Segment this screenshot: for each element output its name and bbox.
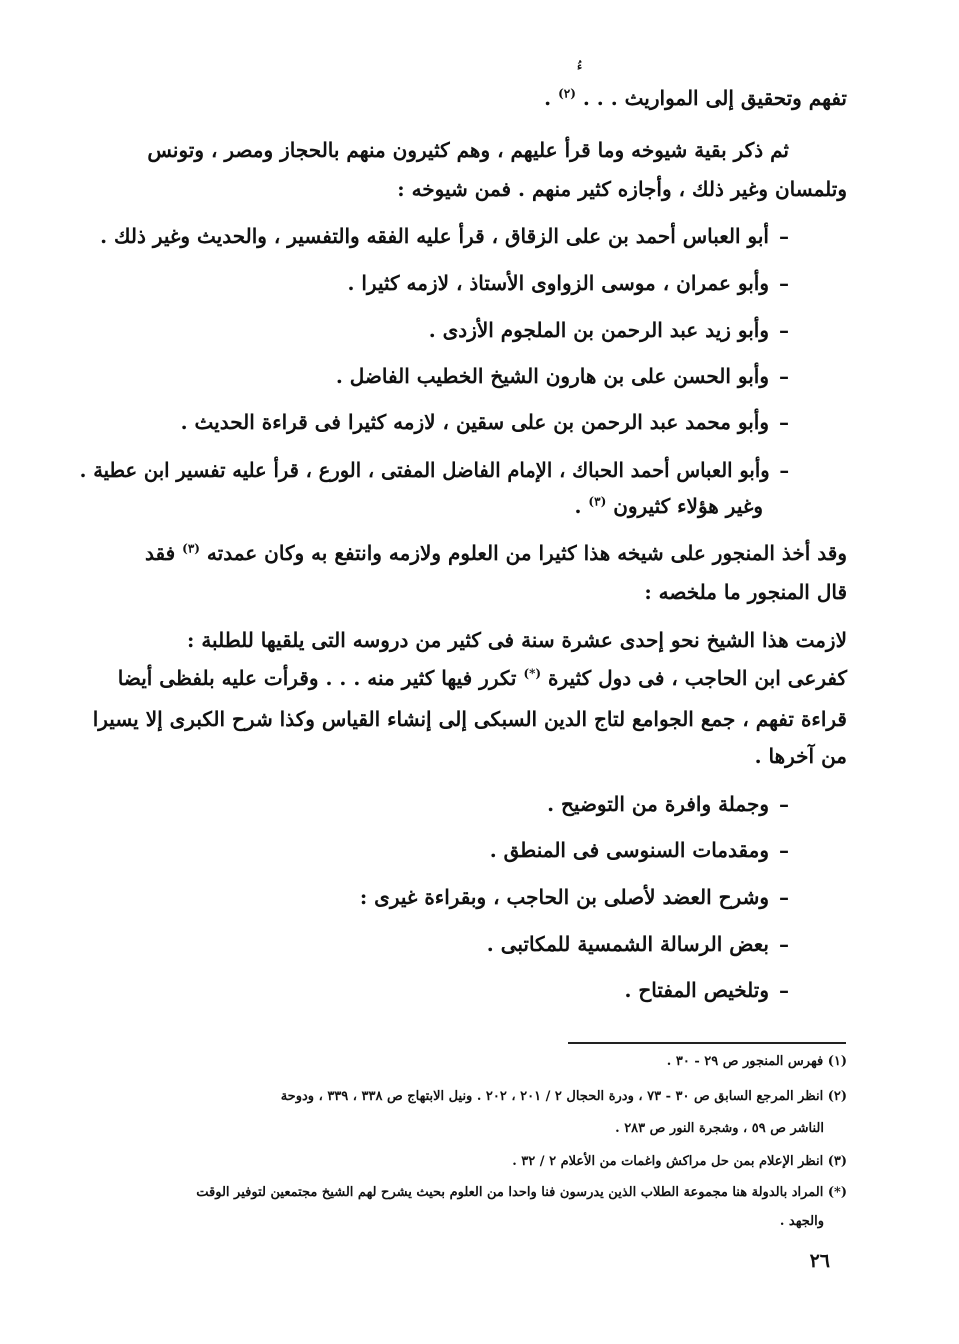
footnote-ref: (*) (523, 666, 542, 681)
list-item: –وأبو الحسن على بن هارون الشيخ الخطيب الفاضل . (335, 364, 789, 388)
text-line: كفرعى ابن الحاجب ، فى دول كثيرة (*) تكرر فيها كثير منه . . . وقرأت عليه بلفظى أيضا (117, 666, 847, 690)
list-item: –ومقدمات السنوسى فى المنطق . (489, 838, 789, 862)
dash-bullet: – (779, 224, 789, 248)
dash-bullet: – (779, 978, 789, 1002)
list-item: –وأبو محمد عبد الرحمن بن على سقين ، لازمه كثيرا فى قراءة الحديث . (180, 410, 789, 434)
list-item: –أبو العباس أحمد بن على الزقاق ، قرأ عليه الفقه والتفسير ، والحديث وغير ذلك . (100, 224, 789, 248)
footnote: (٣) انظر الإعلام بمن حل مراكش واغمات من الأعلام ٢ / ٣٢ . (512, 1154, 847, 1169)
text-line: قراءة تفهم ، جمع الجوامع لتاج الدين السبكى إلى إنشاء القياس وكذا شرح الكبرى إلا يسيرا (92, 707, 847, 731)
text-line: قال المنجور ما ملخصه : (644, 580, 847, 604)
footnote-ref: (٣) (182, 541, 200, 556)
list-item: –وتلخيص المفتاح . (624, 978, 789, 1002)
list-item: –وجملة وافرة من التوضيح . (547, 792, 789, 816)
footnote-separator (568, 1042, 846, 1044)
dash-bullet: – (779, 838, 789, 862)
text-line: وقد أخذ المنجور على شيخه هذا كثيرا من العلوم ولازمه وانتفع به وكان عمدته $^{(٣)}$ فقد (144, 541, 847, 565)
list-item: –وأبو زيد عبد الرحمن بن الملجوم الأزدى . (428, 318, 789, 342)
top-mark: ءُ (577, 60, 583, 73)
page-number: ٢٦ (809, 1250, 830, 1272)
footnote: (٢) انظر المرجع السابق ص ٣٠ - ٧٣ ، ودرة الحجال ٢ / ٢٠١ ، ٢٠٢ . ونيل الابتهاج ص ٣٣٨ ، ٣٣٩ ، ودوحة (280, 1089, 847, 1104)
dash-bullet: – (779, 885, 789, 909)
list-item: –وأبو العباس أحمد الحباك ، الإمام الفاضل المفتى ، الورع ، قرأ عليه تفسير ابن عطية . (79, 458, 789, 482)
list-item: –وشرح العضد لأصلى بن الحاجب ، وبقراءة غيرى : (359, 885, 789, 909)
footnote: (١) فهرس المنجور ص ٢٩ - ٣٠ . (666, 1054, 847, 1069)
dash-bullet: – (779, 932, 789, 956)
list-item: –وأبو عمران ، موسى الزواوى الأستاذ ، لازمه كثيرا . (347, 271, 789, 295)
text-line: من آخرها . (754, 744, 847, 768)
dash-bullet: – (779, 364, 789, 388)
footnote-continuation: الناشر ص ٥٩ ، وشجرة النور ص ٢٨٣ . (615, 1121, 824, 1136)
footnote-ref: (٢) (558, 86, 576, 101)
footnote: (*) المراد بالدولة هنا مجموعة الطلاب الذين يدرسون فنا واحدا من العلوم بحيث يشرح لهم الشيخ مجتمعين لتوفير الوقت (196, 1185, 847, 1200)
text-line: تفهم وتحقيق إلى المواريث . . . $^{(٢)}$ . (544, 86, 847, 110)
dash-bullet: – (779, 410, 789, 434)
footnote-continuation: والجهد . (779, 1214, 824, 1229)
dash-bullet: – (779, 271, 789, 295)
dash-bullet: – (779, 318, 789, 342)
list-item: –بعض الرسالة الشمسية للمكاتبى . (486, 932, 789, 956)
text-line: ثم ذكر بقية شيوخه وما قرأ عليهم ، وهم كثيرون منهم بالحجاز ومصر ، وتونس (147, 138, 789, 162)
dash-bullet: – (779, 792, 789, 816)
text-line: وتلمسان وغير ذلك ، وأجازه كثير منهم . فمن شيوخه : (397, 177, 847, 201)
dash-bullet: – (779, 458, 789, 482)
text-line: وغير هؤلاء كثيرون $^{(٣)}$ . (574, 494, 763, 518)
text-line: لازمت هذا الشيخ نحو إحدى عشرة سنة فى كثير من دروسه التى يلقيها للطلبة : (186, 628, 847, 652)
footnote-ref: (٣) (588, 494, 607, 509)
